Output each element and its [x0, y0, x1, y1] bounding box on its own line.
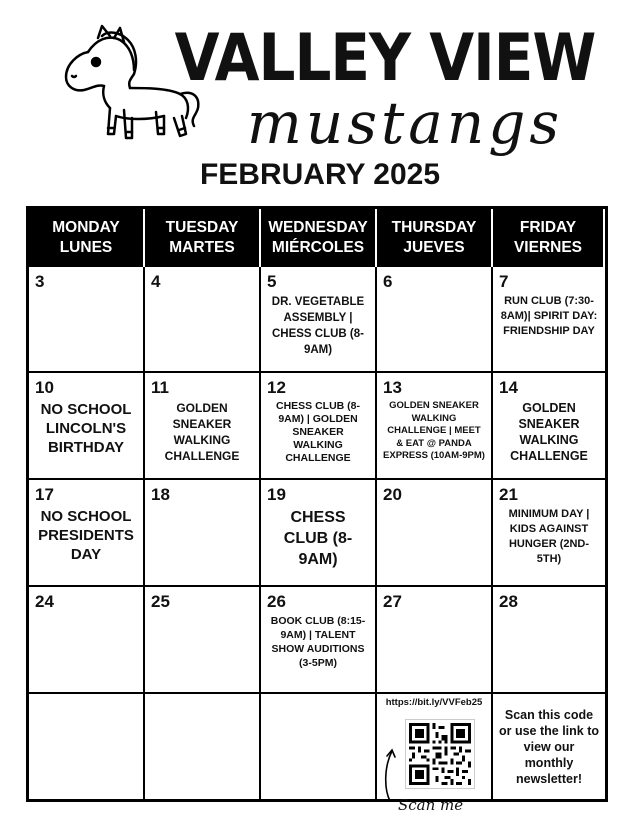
empty-cell: [261, 694, 377, 799]
day-name-en: WEDNESDAY: [268, 219, 368, 236]
day-cell: [261, 480, 377, 587]
day-name-en: THURSDAY: [391, 219, 477, 236]
empty-cell: [145, 694, 261, 799]
date-number: 3: [35, 272, 45, 291]
day-name-en: TUESDAY: [165, 219, 239, 236]
day-cell: [377, 587, 493, 694]
date-number: 20: [383, 485, 402, 504]
day-cell: [29, 373, 145, 480]
date-number: 19: [267, 485, 286, 504]
date-number: 10: [35, 378, 54, 397]
day-name-en: MONDAY: [52, 219, 120, 236]
newsletter-cell: [493, 694, 605, 799]
month-title: FEBRUARY 2025: [199, 158, 441, 191]
event-text: NO SCHOOL LINCOLN'S BIRTHDAY: [40, 401, 132, 456]
date-number: 11: [151, 378, 169, 397]
day-name-es: VIERNES: [513, 239, 583, 256]
day-cell: [29, 267, 145, 373]
day-cell: [493, 587, 605, 694]
event-text: CHESS CLUB (8-9AM) | GOLDEN SNEAKER WALKING CHALLENGE: [275, 400, 360, 464]
day-header-friday: [493, 209, 605, 267]
event-text: MINIMUM DAY | KIDS AGAINST HUNGER (2ND-5TH): [508, 508, 590, 565]
header: [0, 0, 640, 200]
newsletter-link[interactable]: https://bit.ly/VVFeb25: [385, 697, 483, 708]
date-number: 24: [35, 592, 54, 611]
event-text: DR. VEGETABLE ASSEMBLY | CHESS CLUB (8-9AM): [271, 296, 365, 356]
day-cell: [377, 267, 493, 373]
day-name-en: FRIDAY: [519, 219, 577, 236]
date-number: 7: [499, 272, 509, 291]
day-cell: [29, 480, 145, 587]
scan-me-label: Scan me: [398, 796, 464, 814]
date-number: 4: [151, 272, 161, 291]
mascot-name: mustangs: [246, 89, 564, 157]
day-cell: [493, 267, 605, 373]
newsletter-instructions: Scan this code or use the link to view our monthly newsletter!: [499, 708, 600, 786]
date-number: 18: [151, 485, 170, 504]
event-text: CHESS CLUB (8-9AM): [283, 509, 353, 568]
day-cell: [145, 587, 261, 694]
day-cell: [493, 480, 605, 587]
day-name-es: MIÉRCOLES: [271, 239, 365, 256]
date-number: 25: [151, 592, 170, 611]
date-number: 17: [35, 485, 54, 504]
date-number: 21: [499, 485, 518, 504]
day-header-thursday: [377, 209, 493, 267]
event-text: NO SCHOOL PRESIDENTS DAY: [38, 508, 134, 563]
date-number: 6: [383, 272, 393, 291]
school-name: VALLEY VIEW: [174, 19, 596, 96]
day-name-es: MARTES: [169, 239, 235, 256]
date-number: 5: [267, 272, 277, 291]
event-text: GOLDEN SNEAKER WALKING CHALLENGE: [164, 401, 240, 463]
date-number: 12: [267, 378, 286, 397]
date-number: 27: [383, 592, 402, 611]
day-cell: [377, 480, 493, 587]
day-cell: [29, 587, 145, 694]
event-text: RUN CLUB (7:30-8AM)| SPIRIT DAY: FRIENDSHIP DAY: [500, 295, 598, 337]
date-number: 26: [267, 592, 286, 611]
calendar-grid: [26, 206, 608, 802]
day-cell: [261, 587, 377, 694]
day-cell: [377, 373, 493, 480]
date-number: 13: [383, 378, 402, 397]
event-text: GOLDEN SNEAKER WALKING CHALLENGE | MEET & EAT @ PANDA EXPRESS (10AM-9PM): [383, 400, 485, 461]
day-cell: [145, 267, 261, 373]
day-name-es: JUEVES: [403, 239, 465, 256]
qr-code-icon[interactable]: [405, 719, 475, 789]
day-cell: [145, 373, 261, 480]
day-name-es: LUNES: [59, 239, 113, 256]
day-cell: [493, 373, 605, 480]
event-text: BOOK CLUB (8:15-9AM) | TALENT SHOW AUDITIONS (3-5PM): [270, 615, 366, 669]
date-number: 28: [499, 592, 518, 611]
day-header-tuesday: [145, 209, 261, 267]
date-number: 14: [499, 378, 518, 397]
day-header-monday: [29, 209, 145, 267]
event-text: GOLDEN SNEAKER WALKING CHALLENGE: [510, 401, 588, 463]
day-cell: [261, 267, 377, 373]
empty-cell: [29, 694, 145, 799]
day-header-wednesday: [261, 209, 377, 267]
day-cell: [261, 373, 377, 480]
day-cell: [145, 480, 261, 587]
